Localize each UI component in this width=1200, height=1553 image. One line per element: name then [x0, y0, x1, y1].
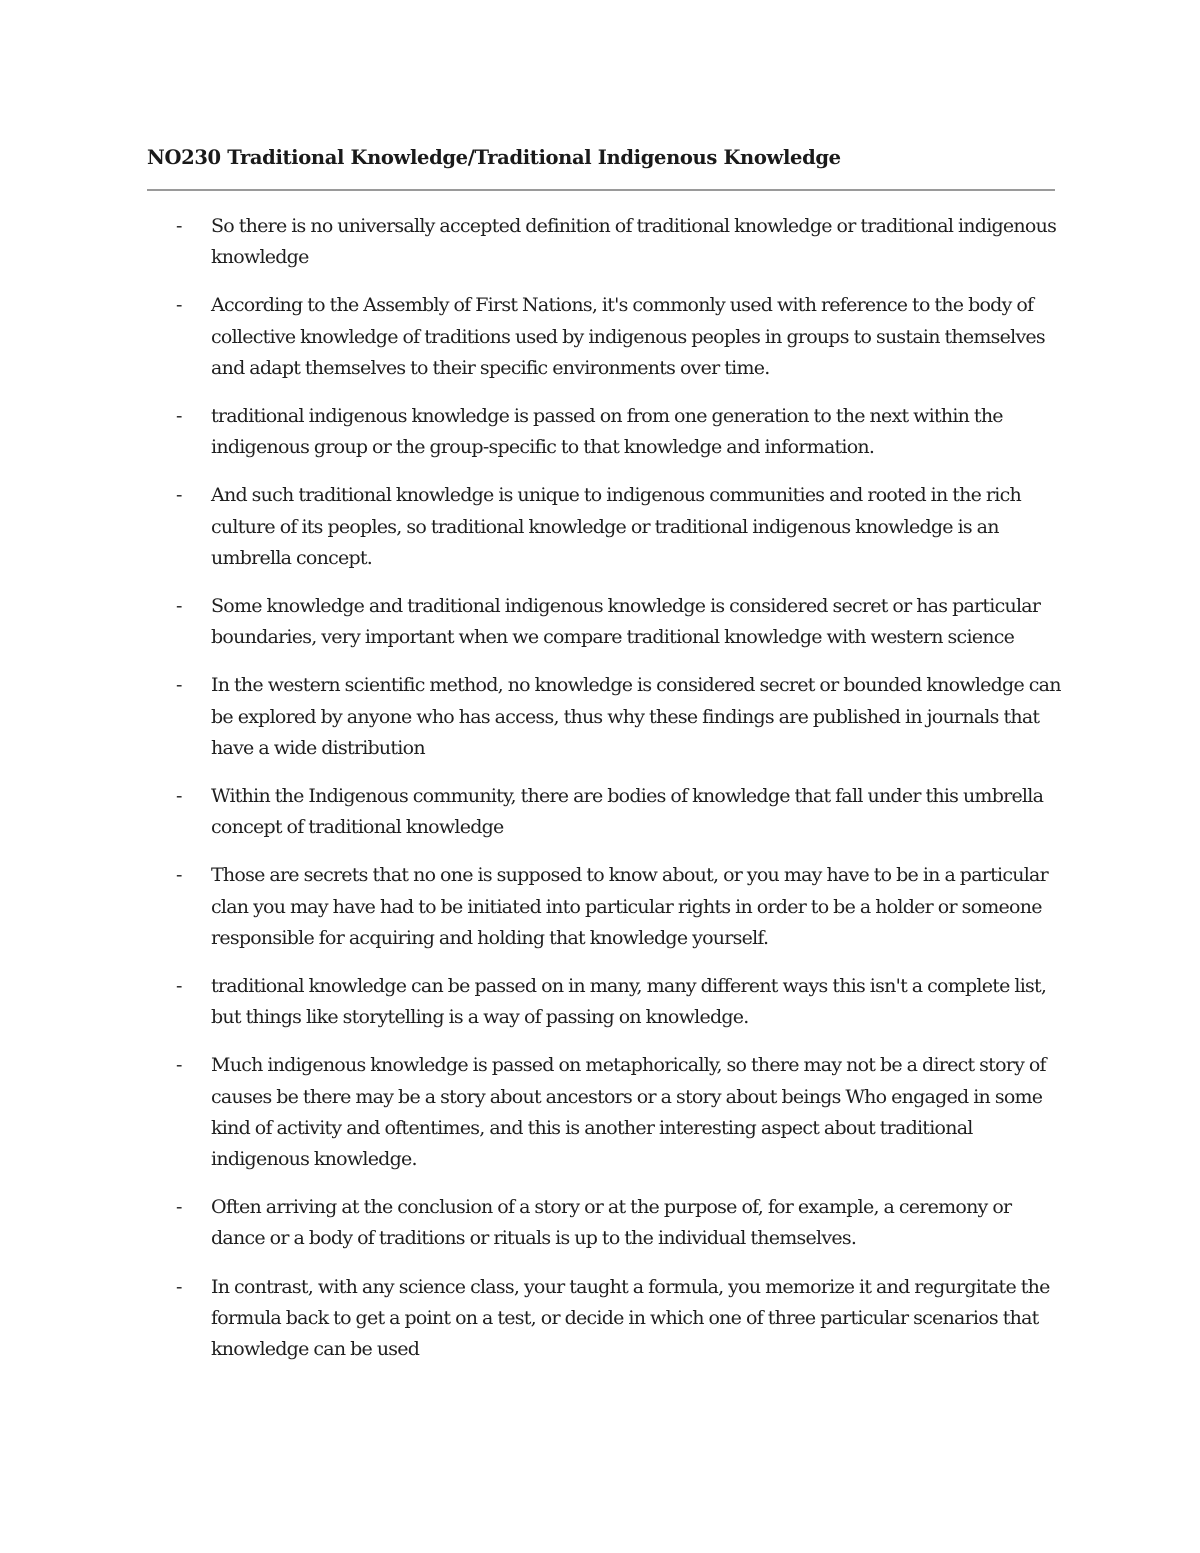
bullet-text: So there is no universally accepted definition of traditional knowledge or traditional indigenous knowledge [211, 215, 1057, 269]
list-item [0, 591, 1200, 653]
bullet-dash-icon: - [176, 1196, 183, 1219]
bullet-text: traditional indigenous knowledge is passed on from one generation to the next within the indigenous group or the group-specific to that knowledge and information. [211, 405, 1003, 459]
bullet-text: In contrast, with any science class, your taught a formula, you memorize it and regurgitate the formula back to get a point on a test, or decide in which one of three particular scenarios that knowledge can be used [211, 1275, 1050, 1361]
bullet-dash-icon: - [176, 785, 183, 808]
title-underline-divider [147, 189, 1055, 191]
bullet-text: According to the Assembly of First Nations, it's commonly used with reference to the body of collective knowledge of traditions used by indigenous peoples in groups to sustain themselves and adapt themselves to their specific environments over time. [211, 294, 1045, 379]
list-item [0, 480, 1200, 574]
list-item [0, 1050, 1200, 1175]
bullet-text: Those are secrets that no one is supposed to know about, or you may have to be in a particular clan you may have had to be initiated into particular rights in order to be a holder or someone responsible for acquiring and holding that knowledge yourself. [211, 864, 1048, 949]
list-item [0, 860, 1200, 954]
bullet-dash-icon: - [176, 484, 183, 507]
list-item [0, 670, 1200, 764]
bullet-text: Within the Indigenous community, there are bodies of knowledge that fall under this umbrella concept of traditional knowledge [211, 785, 1044, 839]
bullet-text: In the western scientific method, no knowledge is considered secret or bounded knowledge can be explored by anyone who has access, thus why these findings are published in journals that have a wide distribution [211, 674, 1061, 759]
bullet-dash-icon: - [176, 975, 183, 998]
bullet-text: Much indigenous knowledge is passed on metaphorically, so there may not be a direct story of causes be there may be a story about ancestors or a story about beings Who engaged in some kind of activity and oftentimes, and this is another interesting aspect about traditional indigenous knowledge. [211, 1054, 1046, 1171]
bullet-dash-icon: - [176, 405, 183, 428]
list-item [0, 971, 1200, 1033]
notes-bullet-list [0, 211, 1200, 1382]
bullet-text: Often arriving at the conclusion of a story or at the purpose of, for example, a ceremony or dance or a body of traditions or rituals is up to the individual themselves. [211, 1196, 1012, 1250]
bullet-dash-icon: - [176, 215, 183, 237]
list-item [0, 290, 1200, 384]
list-item [0, 1192, 1200, 1254]
list-item [0, 401, 1200, 463]
list-item [0, 1272, 1200, 1366]
bullet-text: And such traditional knowledge is unique to indigenous communities and rooted in the rich culture of its peoples, so traditional knowledge or traditional indigenous knowledge is an umbrella concept. [211, 484, 1021, 569]
bullet-dash-icon: - [176, 1275, 183, 1298]
bullet-dash-icon: - [176, 294, 183, 317]
bullet-dash-icon: - [176, 595, 183, 618]
list-item [0, 211, 1200, 273]
bullet-text: Some knowledge and traditional indigenous knowledge is considered secret or has particular boundaries, very important when we compare traditional knowledge with western science [211, 595, 1041, 649]
bullet-text: traditional knowledge can be passed on in many, many different ways this isn't a complete list, but things like storytelling is a way of passing on knowledge. [211, 975, 1047, 1029]
document-title: NO230 Traditional Knowledge/Traditional Indigenous Knowledge [147, 146, 841, 169]
bullet-dash-icon: - [176, 1054, 183, 1077]
bullet-dash-icon: - [176, 674, 183, 697]
list-item [0, 781, 1200, 843]
bullet-dash-icon: - [176, 864, 183, 887]
